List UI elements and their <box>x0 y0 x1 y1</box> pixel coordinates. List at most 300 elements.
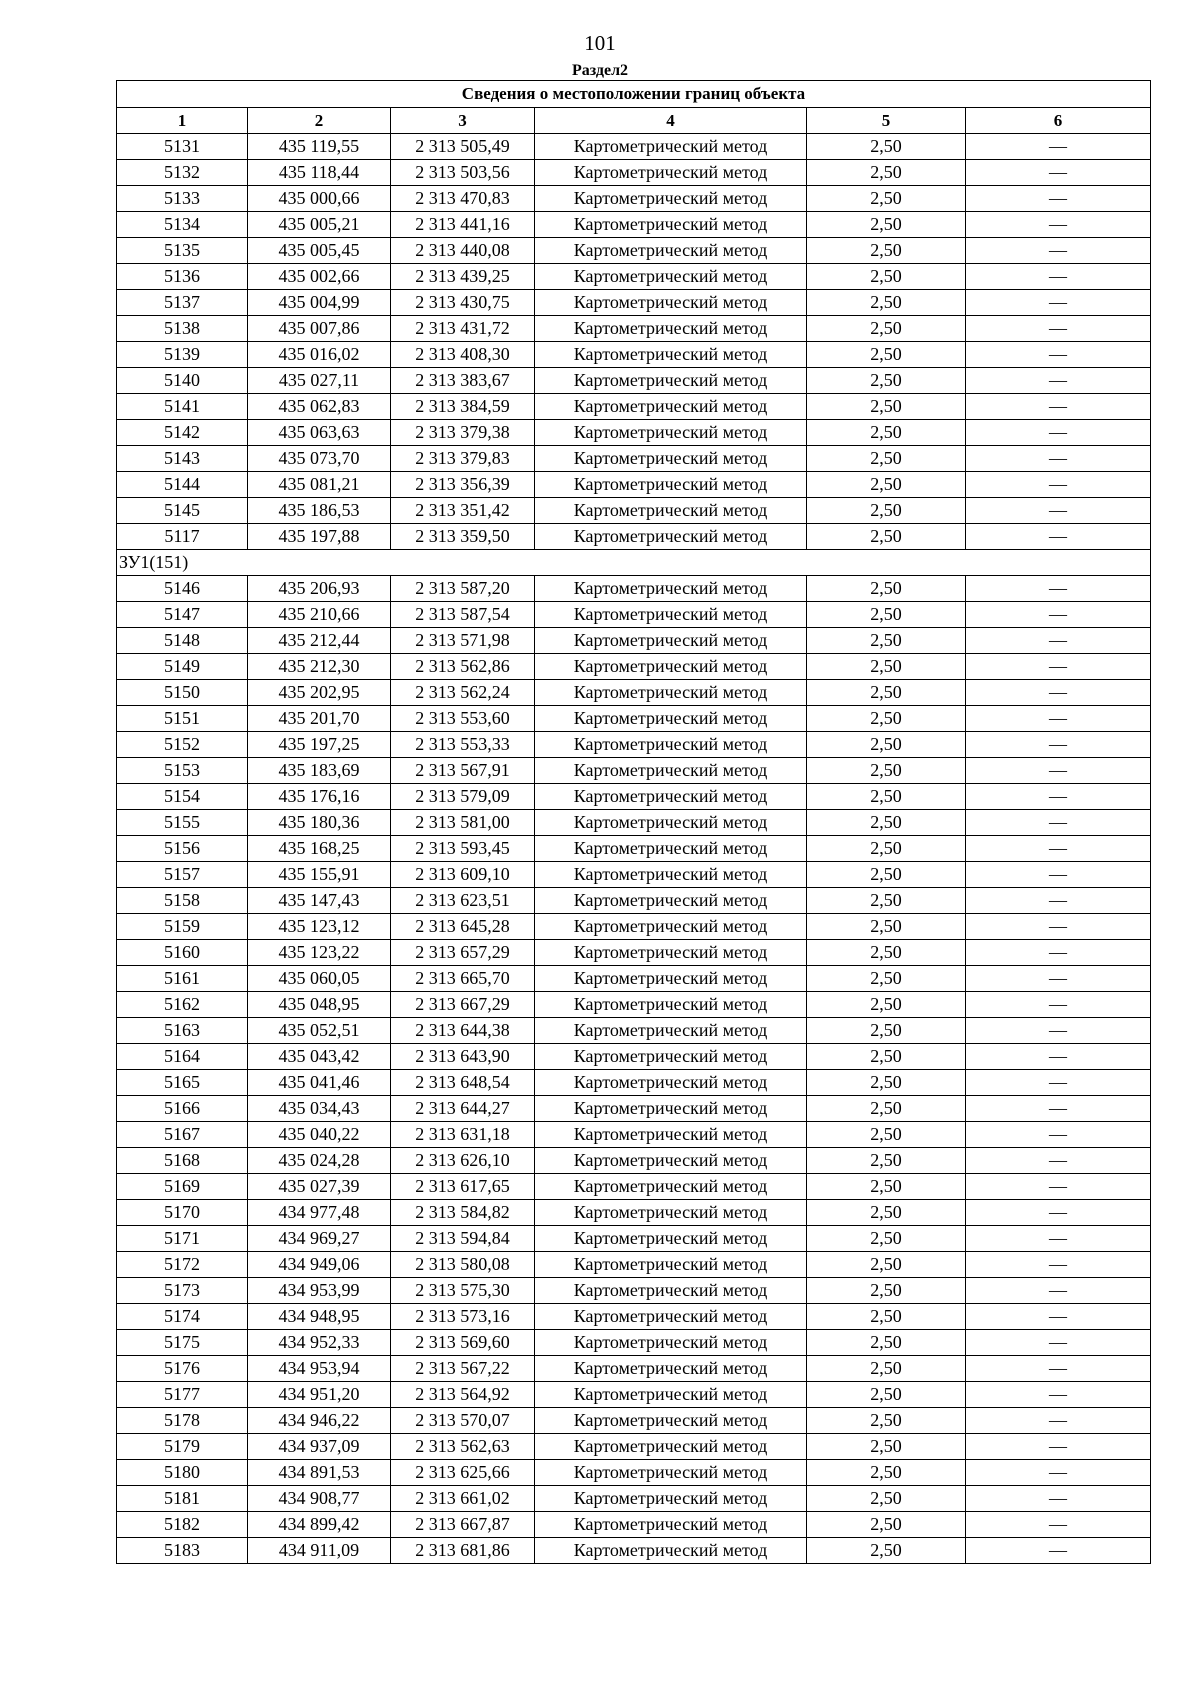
point-number-cell: 5181 <box>117 1486 248 1512</box>
y-coordinate-cell: 2 313 567,22 <box>391 1356 535 1382</box>
accuracy-cell: 2,50 <box>807 706 966 732</box>
y-coordinate-cell: 2 313 431,72 <box>391 316 535 342</box>
method-cell: Картометрический метод <box>535 394 807 420</box>
note-cell: — <box>966 264 1151 290</box>
note-cell: — <box>966 1148 1151 1174</box>
column-header: 3 <box>391 108 535 134</box>
table-row <box>117 1304 1151 1330</box>
table-row <box>117 1460 1151 1486</box>
group-row <box>117 550 1151 576</box>
table-row <box>117 134 1151 160</box>
note-cell: — <box>966 888 1151 914</box>
y-coordinate-cell: 2 313 553,60 <box>391 706 535 732</box>
note-cell: — <box>966 1174 1151 1200</box>
method-cell: Картометрический метод <box>535 940 807 966</box>
accuracy-cell: 2,50 <box>807 1330 966 1356</box>
note-cell: — <box>966 290 1151 316</box>
note-cell: — <box>966 420 1151 446</box>
accuracy-cell: 2,50 <box>807 1070 966 1096</box>
point-number-cell: 5177 <box>117 1382 248 1408</box>
method-cell: Картометрический метод <box>535 758 807 784</box>
method-cell: Картометрический метод <box>535 732 807 758</box>
method-cell: Картометрический метод <box>535 706 807 732</box>
accuracy-cell: 2,50 <box>807 160 966 186</box>
y-coordinate-cell: 2 313 564,92 <box>391 1382 535 1408</box>
table-row <box>117 888 1151 914</box>
x-coordinate-cell: 434 908,77 <box>248 1486 391 1512</box>
table-row <box>117 1174 1151 1200</box>
x-coordinate-cell: 435 176,16 <box>248 784 391 810</box>
point-number-cell: 5180 <box>117 1460 248 1486</box>
method-cell: Картометрический метод <box>535 1252 807 1278</box>
table-row <box>117 1408 1151 1434</box>
note-cell: — <box>966 134 1151 160</box>
table-row <box>117 576 1151 602</box>
x-coordinate-cell: 434 969,27 <box>248 1226 391 1252</box>
accuracy-cell: 2,50 <box>807 966 966 992</box>
point-number-cell: 5131 <box>117 134 248 160</box>
accuracy-cell: 2,50 <box>807 472 966 498</box>
point-number-cell: 5135 <box>117 238 248 264</box>
x-coordinate-cell: 435 048,95 <box>248 992 391 1018</box>
note-cell: — <box>966 1434 1151 1460</box>
y-coordinate-cell: 2 313 441,16 <box>391 212 535 238</box>
method-cell: Картометрический метод <box>535 134 807 160</box>
x-coordinate-cell: 435 118,44 <box>248 160 391 186</box>
point-number-cell: 5178 <box>117 1408 248 1434</box>
y-coordinate-cell: 2 313 351,42 <box>391 498 535 524</box>
x-coordinate-cell: 435 123,22 <box>248 940 391 966</box>
x-coordinate-cell: 434 911,09 <box>248 1538 391 1564</box>
table-row <box>117 1200 1151 1226</box>
note-cell: — <box>966 316 1151 342</box>
y-coordinate-cell: 2 313 587,20 <box>391 576 535 602</box>
table-row <box>117 1018 1151 1044</box>
method-cell: Картометрический метод <box>535 1434 807 1460</box>
accuracy-cell: 2,50 <box>807 446 966 472</box>
method-cell: Картометрический метод <box>535 1200 807 1226</box>
accuracy-cell: 2,50 <box>807 1434 966 1460</box>
method-cell: Картометрический метод <box>535 992 807 1018</box>
accuracy-cell: 2,50 <box>807 290 966 316</box>
column-header: 2 <box>248 108 391 134</box>
accuracy-cell: 2,50 <box>807 1200 966 1226</box>
y-coordinate-cell: 2 313 439,25 <box>391 264 535 290</box>
y-coordinate-cell: 2 313 569,60 <box>391 1330 535 1356</box>
point-number-cell: 5144 <box>117 472 248 498</box>
note-cell: — <box>966 1356 1151 1382</box>
table-row <box>117 368 1151 394</box>
x-coordinate-cell: 435 062,83 <box>248 394 391 420</box>
y-coordinate-cell: 2 313 553,33 <box>391 732 535 758</box>
y-coordinate-cell: 2 313 644,27 <box>391 1096 535 1122</box>
column-header: 6 <box>966 108 1151 134</box>
method-cell: Картометрический метод <box>535 1226 807 1252</box>
accuracy-cell: 2,50 <box>807 784 966 810</box>
note-cell: — <box>966 1330 1151 1356</box>
table-row <box>117 862 1151 888</box>
y-coordinate-cell: 2 313 594,84 <box>391 1226 535 1252</box>
x-coordinate-cell: 435 147,43 <box>248 888 391 914</box>
point-number-cell: 5156 <box>117 836 248 862</box>
x-coordinate-cell: 434 899,42 <box>248 1512 391 1538</box>
note-cell: — <box>966 628 1151 654</box>
note-cell: — <box>966 862 1151 888</box>
table-row <box>117 1278 1151 1304</box>
x-coordinate-cell: 435 034,43 <box>248 1096 391 1122</box>
method-cell: Картометрический метод <box>535 1382 807 1408</box>
table-row <box>117 212 1151 238</box>
y-coordinate-cell: 2 313 579,09 <box>391 784 535 810</box>
x-coordinate-cell: 435 197,25 <box>248 732 391 758</box>
point-number-cell: 5168 <box>117 1148 248 1174</box>
y-coordinate-cell: 2 313 645,28 <box>391 914 535 940</box>
table-row <box>117 1122 1151 1148</box>
note-cell: — <box>966 914 1151 940</box>
x-coordinate-cell: 435 043,42 <box>248 1044 391 1070</box>
note-cell: — <box>966 394 1151 420</box>
point-number-cell: 5163 <box>117 1018 248 1044</box>
accuracy-cell: 2,50 <box>807 940 966 966</box>
point-number-cell: 5137 <box>117 290 248 316</box>
table-row <box>117 966 1151 992</box>
note-cell: — <box>966 732 1151 758</box>
y-coordinate-cell: 2 313 470,83 <box>391 186 535 212</box>
y-coordinate-cell: 2 313 617,65 <box>391 1174 535 1200</box>
y-coordinate-cell: 2 313 625,66 <box>391 1460 535 1486</box>
note-cell: — <box>966 1460 1151 1486</box>
table-row <box>117 160 1151 186</box>
y-coordinate-cell: 2 313 584,82 <box>391 1200 535 1226</box>
x-coordinate-cell: 434 948,95 <box>248 1304 391 1330</box>
method-cell: Картометрический метод <box>535 524 807 550</box>
x-coordinate-cell: 434 891,53 <box>248 1460 391 1486</box>
x-coordinate-cell: 434 953,94 <box>248 1356 391 1382</box>
point-number-cell: 5173 <box>117 1278 248 1304</box>
accuracy-cell: 2,50 <box>807 1304 966 1330</box>
note-cell: — <box>966 576 1151 602</box>
point-number-cell: 5139 <box>117 342 248 368</box>
point-number-cell: 5133 <box>117 186 248 212</box>
note-cell: — <box>966 1226 1151 1252</box>
point-number-cell: 5157 <box>117 862 248 888</box>
table-row <box>117 784 1151 810</box>
accuracy-cell: 2,50 <box>807 212 966 238</box>
point-number-cell: 5165 <box>117 1070 248 1096</box>
x-coordinate-cell: 435 004,99 <box>248 290 391 316</box>
note-cell: — <box>966 1122 1151 1148</box>
note-cell: — <box>966 1200 1151 1226</box>
y-coordinate-cell: 2 313 359,50 <box>391 524 535 550</box>
accuracy-cell: 2,50 <box>807 680 966 706</box>
note-cell: — <box>966 1096 1151 1122</box>
y-coordinate-cell: 2 313 644,38 <box>391 1018 535 1044</box>
x-coordinate-cell: 435 197,88 <box>248 524 391 550</box>
x-coordinate-cell: 435 212,44 <box>248 628 391 654</box>
point-number-cell: 5147 <box>117 602 248 628</box>
point-number-cell: 5146 <box>117 576 248 602</box>
table-row <box>117 498 1151 524</box>
method-cell: Картометрический метод <box>535 1538 807 1564</box>
accuracy-cell: 2,50 <box>807 1382 966 1408</box>
note-cell: — <box>966 472 1151 498</box>
note-cell: — <box>966 966 1151 992</box>
point-number-cell: 5170 <box>117 1200 248 1226</box>
x-coordinate-cell: 435 027,39 <box>248 1174 391 1200</box>
y-coordinate-cell: 2 313 643,90 <box>391 1044 535 1070</box>
y-coordinate-cell: 2 313 408,30 <box>391 342 535 368</box>
point-number-cell: 5167 <box>117 1122 248 1148</box>
method-cell: Картометрический метод <box>535 654 807 680</box>
table-row <box>117 1512 1151 1538</box>
accuracy-cell: 2,50 <box>807 1512 966 1538</box>
accuracy-cell: 2,50 <box>807 992 966 1018</box>
x-coordinate-cell: 435 119,55 <box>248 134 391 160</box>
note-cell: — <box>966 1538 1151 1564</box>
method-cell: Картометрический метод <box>535 628 807 654</box>
table-body <box>117 134 1151 1564</box>
note-cell: — <box>966 368 1151 394</box>
method-cell: Картометрический метод <box>535 160 807 186</box>
x-coordinate-cell: 435 005,45 <box>248 238 391 264</box>
point-number-cell: 5174 <box>117 1304 248 1330</box>
accuracy-cell: 2,50 <box>807 498 966 524</box>
y-coordinate-cell: 2 313 626,10 <box>391 1148 535 1174</box>
accuracy-cell: 2,50 <box>807 238 966 264</box>
accuracy-cell: 2,50 <box>807 1044 966 1070</box>
column-header: 1 <box>117 108 248 134</box>
y-coordinate-cell: 2 313 430,75 <box>391 290 535 316</box>
note-cell: — <box>966 706 1151 732</box>
page-number: 101 <box>584 31 616 55</box>
method-cell: Картометрический метод <box>535 1486 807 1512</box>
x-coordinate-cell: 435 206,93 <box>248 576 391 602</box>
method-cell: Картометрический метод <box>535 1096 807 1122</box>
method-cell: Картометрический метод <box>535 238 807 264</box>
table-row <box>117 680 1151 706</box>
method-cell: Картометрический метод <box>535 862 807 888</box>
accuracy-cell: 2,50 <box>807 862 966 888</box>
point-number-cell: 5153 <box>117 758 248 784</box>
accuracy-cell: 2,50 <box>807 524 966 550</box>
table-row <box>117 290 1151 316</box>
x-coordinate-cell: 435 180,36 <box>248 810 391 836</box>
x-coordinate-cell: 435 052,51 <box>248 1018 391 1044</box>
x-coordinate-cell: 435 016,02 <box>248 342 391 368</box>
x-coordinate-cell: 435 063,63 <box>248 420 391 446</box>
note-cell: — <box>966 1304 1151 1330</box>
x-coordinate-cell: 434 953,99 <box>248 1278 391 1304</box>
point-number-cell: 5172 <box>117 1252 248 1278</box>
accuracy-cell: 2,50 <box>807 628 966 654</box>
method-cell: Картометрический метод <box>535 1174 807 1200</box>
accuracy-cell: 2,50 <box>807 654 966 680</box>
point-number-cell: 5151 <box>117 706 248 732</box>
x-coordinate-cell: 435 024,28 <box>248 1148 391 1174</box>
y-coordinate-cell: 2 313 657,29 <box>391 940 535 966</box>
accuracy-cell: 2,50 <box>807 1460 966 1486</box>
table-row <box>117 758 1151 784</box>
note-cell: — <box>966 212 1151 238</box>
x-coordinate-cell: 434 977,48 <box>248 1200 391 1226</box>
table-row <box>117 1382 1151 1408</box>
note-cell: — <box>966 186 1151 212</box>
x-coordinate-cell: 435 081,21 <box>248 472 391 498</box>
table-row <box>117 420 1151 446</box>
note-cell: — <box>966 1512 1151 1538</box>
point-number-cell: 5164 <box>117 1044 248 1070</box>
accuracy-cell: 2,50 <box>807 1148 966 1174</box>
method-cell: Картометрический метод <box>535 914 807 940</box>
column-header: 4 <box>535 108 807 134</box>
table-row <box>117 706 1151 732</box>
y-coordinate-cell: 2 313 667,87 <box>391 1512 535 1538</box>
point-number-cell: 5149 <box>117 654 248 680</box>
note-cell: — <box>966 940 1151 966</box>
accuracy-cell: 2,50 <box>807 602 966 628</box>
table-row <box>117 316 1151 342</box>
table-row <box>117 1434 1151 1460</box>
point-number-cell: 5183 <box>117 1538 248 1564</box>
point-number-cell: 5148 <box>117 628 248 654</box>
accuracy-cell: 2,50 <box>807 1538 966 1564</box>
point-number-cell: 5169 <box>117 1174 248 1200</box>
note-cell: — <box>966 446 1151 472</box>
table-row <box>117 836 1151 862</box>
point-number-cell: 5158 <box>117 888 248 914</box>
method-cell: Картометрический метод <box>535 602 807 628</box>
note-cell: — <box>966 1018 1151 1044</box>
table-row <box>117 1044 1151 1070</box>
y-coordinate-cell: 2 313 562,63 <box>391 1434 535 1460</box>
method-cell: Картометрический метод <box>535 264 807 290</box>
table-row <box>117 992 1151 1018</box>
accuracy-cell: 2,50 <box>807 1356 966 1382</box>
section-title: Раздел2 <box>571 62 629 79</box>
table-row <box>117 1538 1151 1564</box>
table-row <box>117 238 1151 264</box>
y-coordinate-cell: 2 313 440,08 <box>391 238 535 264</box>
method-cell: Картометрический метод <box>535 420 807 446</box>
note-cell: — <box>966 810 1151 836</box>
y-coordinate-cell: 2 313 661,02 <box>391 1486 535 1512</box>
note-cell: — <box>966 160 1151 186</box>
table-row <box>117 1486 1151 1512</box>
method-cell: Картометрический метод <box>535 472 807 498</box>
accuracy-cell: 2,50 <box>807 836 966 862</box>
accuracy-cell: 2,50 <box>807 888 966 914</box>
note-cell: — <box>966 758 1151 784</box>
point-number-cell: 5145 <box>117 498 248 524</box>
note-cell: — <box>966 836 1151 862</box>
point-number-cell: 5159 <box>117 914 248 940</box>
table-row <box>117 524 1151 550</box>
note-cell: — <box>966 342 1151 368</box>
note-cell: — <box>966 1278 1151 1304</box>
note-cell: — <box>966 498 1151 524</box>
point-number-cell: 5141 <box>117 394 248 420</box>
y-coordinate-cell: 2 313 379,38 <box>391 420 535 446</box>
point-number-cell: 5166 <box>117 1096 248 1122</box>
point-number-cell: 5175 <box>117 1330 248 1356</box>
x-coordinate-cell: 435 201,70 <box>248 706 391 732</box>
table-row <box>117 186 1151 212</box>
accuracy-cell: 2,50 <box>807 1174 966 1200</box>
point-number-cell: 5140 <box>117 368 248 394</box>
y-coordinate-cell: 2 313 581,00 <box>391 810 535 836</box>
x-coordinate-cell: 435 040,22 <box>248 1122 391 1148</box>
note-cell: — <box>966 524 1151 550</box>
y-coordinate-cell: 2 313 567,91 <box>391 758 535 784</box>
accuracy-cell: 2,50 <box>807 394 966 420</box>
point-number-cell: 5134 <box>117 212 248 238</box>
note-cell: — <box>966 654 1151 680</box>
x-coordinate-cell: 435 202,95 <box>248 680 391 706</box>
x-coordinate-cell: 435 073,70 <box>248 446 391 472</box>
note-cell: — <box>966 1382 1151 1408</box>
x-coordinate-cell: 435 002,66 <box>248 264 391 290</box>
note-cell: — <box>966 1252 1151 1278</box>
method-cell: Картометрический метод <box>535 888 807 914</box>
accuracy-cell: 2,50 <box>807 264 966 290</box>
group-label: ЗУ1(151) <box>117 550 1151 576</box>
point-number-cell: 5136 <box>117 264 248 290</box>
accuracy-cell: 2,50 <box>807 342 966 368</box>
y-coordinate-cell: 2 313 503,56 <box>391 160 535 186</box>
method-cell: Картометрический метод <box>535 1512 807 1538</box>
point-number-cell: 5138 <box>117 316 248 342</box>
y-coordinate-cell: 2 313 665,70 <box>391 966 535 992</box>
accuracy-cell: 2,50 <box>807 316 966 342</box>
method-cell: Картометрический метод <box>535 836 807 862</box>
point-number-cell: 5161 <box>117 966 248 992</box>
table-row <box>117 446 1151 472</box>
point-number-cell: 5176 <box>117 1356 248 1382</box>
y-coordinate-cell: 2 313 593,45 <box>391 836 535 862</box>
note-cell: — <box>966 992 1151 1018</box>
table-row <box>117 1330 1151 1356</box>
table-row <box>117 914 1151 940</box>
accuracy-cell: 2,50 <box>807 1278 966 1304</box>
point-number-cell: 5132 <box>117 160 248 186</box>
y-coordinate-cell: 2 313 648,54 <box>391 1070 535 1096</box>
boundary-coordinates-table <box>116 80 1151 1564</box>
point-number-cell: 5143 <box>117 446 248 472</box>
y-coordinate-cell: 2 313 356,39 <box>391 472 535 498</box>
table-row <box>117 1356 1151 1382</box>
table-row <box>117 1252 1151 1278</box>
y-coordinate-cell: 2 313 379,83 <box>391 446 535 472</box>
y-coordinate-cell: 2 313 587,54 <box>391 602 535 628</box>
y-coordinate-cell: 2 313 631,18 <box>391 1122 535 1148</box>
method-cell: Картометрический метод <box>535 446 807 472</box>
point-number-cell: 5155 <box>117 810 248 836</box>
method-cell: Картометрический метод <box>535 316 807 342</box>
x-coordinate-cell: 435 210,66 <box>248 602 391 628</box>
x-coordinate-cell: 435 168,25 <box>248 836 391 862</box>
method-cell: Картометрический метод <box>535 342 807 368</box>
method-cell: Картометрический метод <box>535 1330 807 1356</box>
x-coordinate-cell: 435 005,21 <box>248 212 391 238</box>
accuracy-cell: 2,50 <box>807 810 966 836</box>
column-header-row <box>117 108 1151 134</box>
table-row <box>117 940 1151 966</box>
note-cell: — <box>966 602 1151 628</box>
method-cell: Картометрический метод <box>535 680 807 706</box>
accuracy-cell: 2,50 <box>807 1018 966 1044</box>
table-row <box>117 654 1151 680</box>
table-row <box>117 732 1151 758</box>
